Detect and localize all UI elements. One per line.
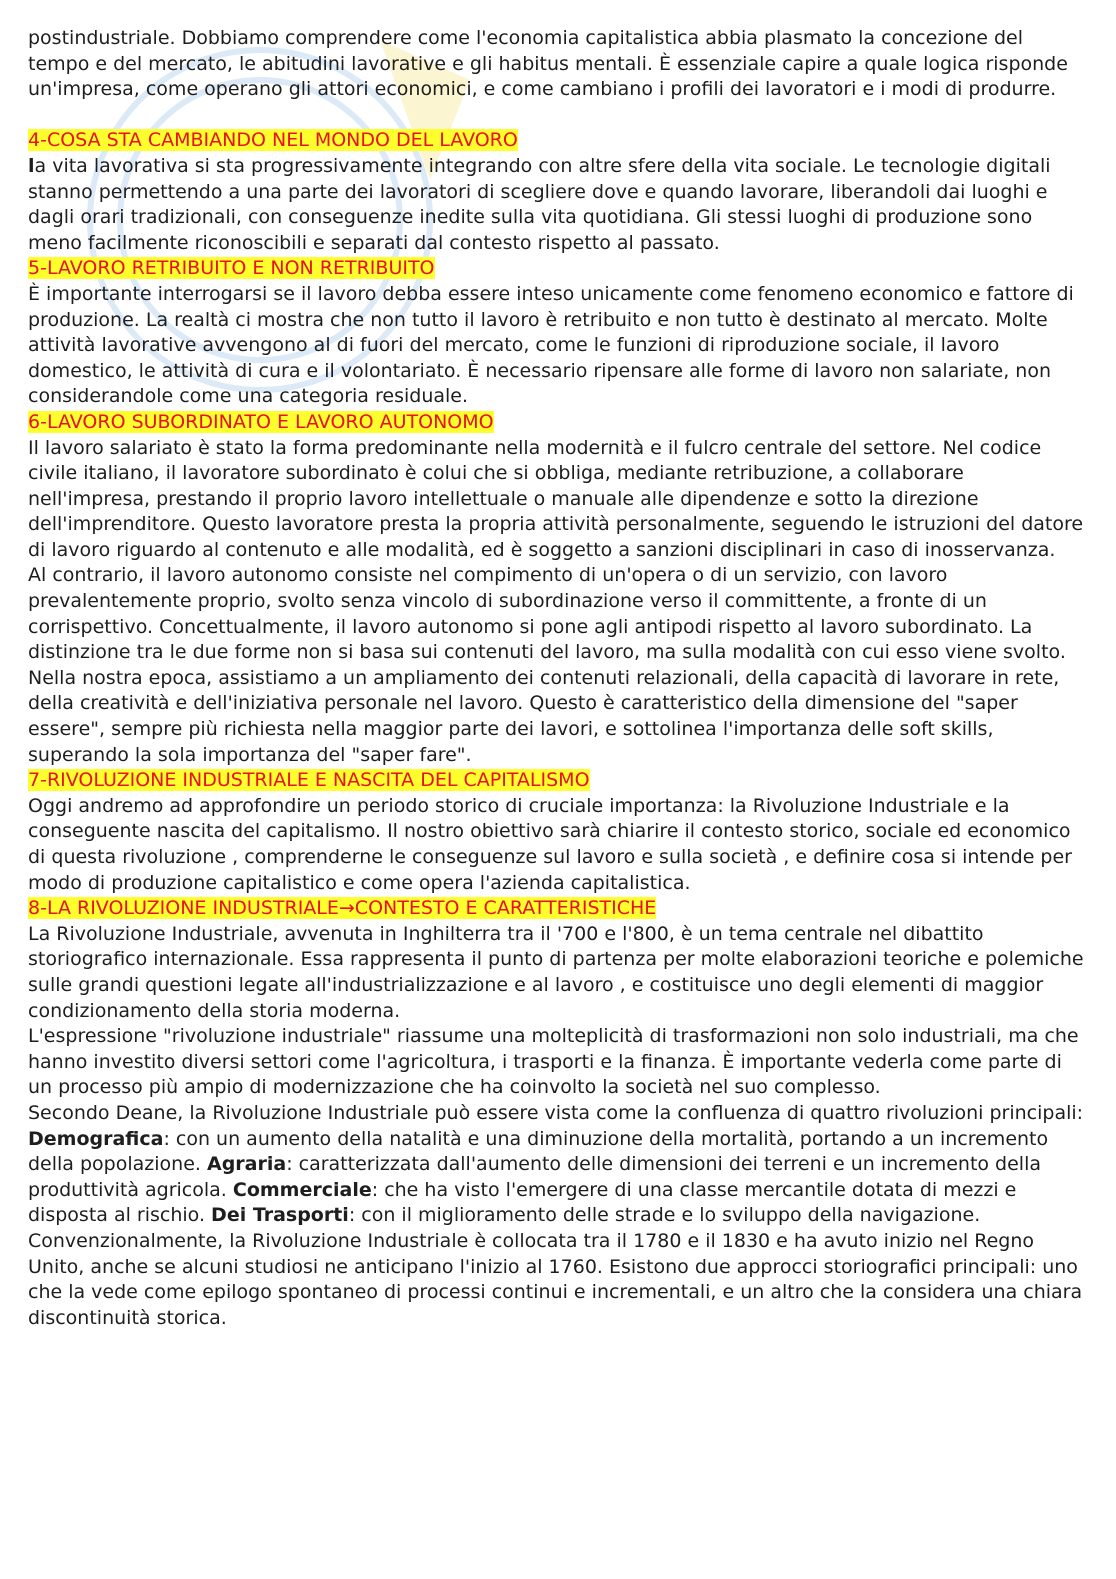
- section-4-body: [28, 154, 1090, 256]
- section-8-paragraph-5: Convenzionalmente, la Rivoluzione Industriale è collocata tra il 1780 e il 1830 e ha avuto inizio nel Regno Unito, anche se alcuni studiosi ne anticipano l'inizio al 1760. Esistono due approcci storiografici principali: uno che la vede come epilogo spontaneo di processi continui e incrementali, e un altro che la considera una chiara discontinuità storica.: [28, 1229, 1083, 1329]
- section-5-heading: 5-LAVORO RETRIBUITO E NON RETRIBUITO: [28, 257, 435, 280]
- section-6-heading: 6-LAVORO SUBORDINATO E LAVORO AUTONOMO: [28, 410, 494, 433]
- section-4-heading: 4-COSA STA CAMBIANDO NEL MONDO DEL LAVORO: [28, 129, 518, 152]
- desc-trasporti: : con il miglioramento delle strade e lo sviluppo della navigazione.: [348, 1204, 981, 1227]
- section-8: [28, 896, 1090, 1331]
- section-7: [28, 768, 1090, 896]
- section-5-body: È importante interrogarsi se il lavoro debba essere inteso unicamente come fenomeno economico e fattore di produzione. La realtà ci mostra che non tutto il lavoro è retribuito e non tutto è destinato al mercato. Molte attività lavorative avvengono al di fuori del mercato, come le funzioni di riproduzione sociale, il lavoro domestico, le attività di cura e il volontariato. È necessario ripensare alle forme di lavoro non salariate, non considerandole come una categoria residuale.: [28, 282, 1074, 408]
- section-7-body: Oggi andremo ad approfondire un periodo storico di cruciale importanza: la Rivoluzione Industriale e la conseguente nascita del capitalismo. Il nostro obiettivo sarà chiarire il contesto storico, sociale ed economico di questa rivoluzione , comprenderne le conseguenze sul lavoro e sulla società , e definire cosa si intende per modo di produzione capitalistico e come opera l'azienda capitalistica.: [28, 794, 1072, 894]
- document-page: [28, 26, 1090, 1331]
- intro-paragraph: postindustriale. Dobbiamo comprendere come l'economia capitalistica abbia plasmato la concezione del tempo e del mercato, le abitudini lavorative e gli habitus mentali. È essenziale capire a quale logica risponde un'impresa, come operano gli attori economici, e come cambiano i profili dei lavoratori e i modi di produrre.: [28, 27, 1068, 101]
- term-commerciale: Commerciale: [232, 1178, 372, 1201]
- section-8-paragraph-2: L'espressione "rivoluzione industriale" riassume una molteplicità di trasformazioni non solo industriali, ma che hanno investito diversi settori come l'agricoltura, i trasporti e la finanza. È importante vederla come parte di un processo più ampio di modernizzazione che ha coinvolto la società nel suo complesso.: [28, 1025, 1079, 1099]
- section-8-paragraph-1: La Rivoluzione Industriale, avvenuta in Inghilterra tra il '700 e l'800, è un tema centrale nel dibattito storiografico internazionale. Essa rappresenta il punto di partenza per molte elaborazioni teoriche e polemiche sulle grandi questioni legate all'industrializzazione e al lavoro , e costituisce uno degli elementi di maggior condizionamento della storia moderna.: [28, 922, 1084, 1022]
- section-6-paragraph-1: Il lavoro salariato è stato la forma predominante nella modernità e il fulcro centrale del settore. Nel codice civile italiano, il lavoratore subordinato è colui che si obbliga, mediante retribuzione, a collaborare nell'impresa, prestando il proprio lavoro intellettuale o manuale alle dipendenze e sotto la direzione dell'imprenditore. Questo lavoratore presta la propria attività personalmente, seguendo le istruzioni del datore di lavoro riguardo al contenuto e alle modalità, ed è soggetto a sanzioni disciplinari in caso di inosservanza.: [28, 436, 1084, 561]
- section-4-text: a vita lavorativa si sta progressivamente integrando con altre sfere della vita sociale. Le tecnologie digitali stanno permettendo a una parte dei lavoratori di scegliere dove e quando lavorare, liberandoli dai luoghi e dagli orari tradizionali, con conseguenze inedite sulla vita quotidiana. Gli stessi luoghi di produzione sono meno facilmente riconoscibili e separati dal contesto rispetto al passato.: [28, 154, 1051, 254]
- spacer: [28, 103, 1090, 129]
- section-6: [28, 410, 1090, 768]
- section-4-lead-letter: l: [28, 154, 35, 177]
- term-agraria: Agraria: [206, 1153, 287, 1176]
- section-7-heading: 7-RIVOLUZIONE INDUSTRIALE E NASCITA DEL CAPITALISMO: [28, 769, 590, 792]
- section-8-revolutions-list: [28, 1127, 1090, 1229]
- desc-commerciale: : che ha visto l'emergere di una classe mercantile dotata di mezzi e disposta al rischio.: [28, 1178, 1017, 1227]
- desc-demografica: : con un aumento della natalità e una diminuzione della mortalità, portando a un incremento della popolazione.: [28, 1127, 1049, 1176]
- term-demografica: Demografica: [28, 1127, 164, 1150]
- term-trasporti: Dei Trasporti: [211, 1204, 349, 1227]
- section-8-paragraph-3: Secondo Deane, la Rivoluzione Industriale può essere vista come la confluenza di quattro rivoluzioni principali:: [28, 1101, 1084, 1124]
- section-4: [28, 128, 1090, 256]
- desc-agraria: : caratterizzata dall'aumento delle dimensioni dei terreni e un incremento della produttività agricola.: [28, 1153, 1042, 1201]
- section-8-heading: 8-LA RIVOLUZIONE INDUSTRIALE→CONTESTO E CARATTERISTICHE: [28, 897, 657, 920]
- section-5: [28, 256, 1090, 410]
- section-6-paragraph-2: Al contrario, il lavoro autonomo consiste nel compimento di un'opera o di un servizio, con lavoro prevalentemente proprio, svolto senza vincolo di subordinazione verso il committente, a fronte di un corrispettivo. Concettualmente, il lavoro autonomo si pone agli antipodi rispetto al lavoro subordinato. La distinzione tra le due forme non si basa sui contenuti del lavoro, ma sulla modalità con cui esso viene svolto.: [28, 564, 1066, 664]
- section-6-paragraph-3: Nella nostra epoca, assistiamo a un ampliamento dei contenuti relazionali, della capacità di lavorare in rete, della creatività e dell'iniziativa personale nel lavoro. Questo è caratteristico della dimensione del "saper essere", sempre più richiesta nella maggior parte dei lavori, e sottolinea l'importanza delle soft skills, superando la sola importanza del "saper fare".: [28, 666, 1060, 766]
